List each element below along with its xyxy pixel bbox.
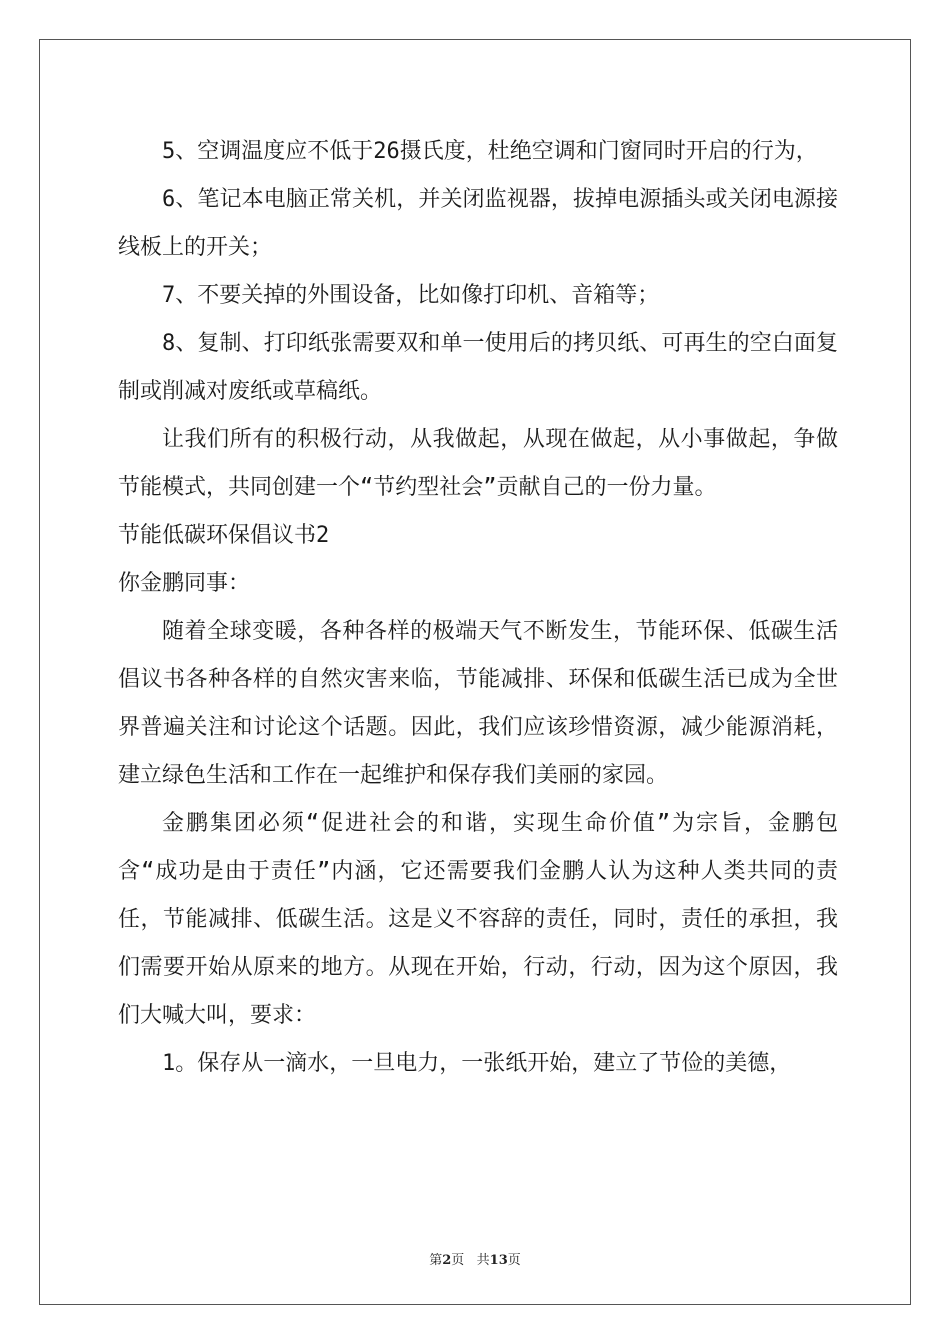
paragraph: 让我们所有的积极行动，从我做起，从现在做起，从小事做起，争做节能模式，共同创建一个“节约型社会”贡献自己的一份力量。 xyxy=(118,427,838,500)
paragraph: 8、复制、打印纸张需要双和单一使用后的拷贝纸、可再生的空白面复制或削减对废纸或草稿纸。 xyxy=(118,331,838,404)
paragraph: 6、笔记本电脑正常关机，并关闭监视器，拔掉电源插头或关闭电源接线板上的开关； xyxy=(118,187,838,260)
paragraph: 5、空调温度应不低于26摄氏度，杜绝空调和门窗同时开启的行为， xyxy=(162,139,818,164)
paragraph: 金鹏集团必须“促进社会的和谐，实现生命价值”为宗旨，金鹏包含“成功是由于责任”内涵，它还需要我们金鹏人认为这种人类共同的责任，节能减排、低碳生活。这是义不容辞的责任，同时，责任的承担，我们需要开始从原来的地方。从现在开始，行动，行动，因为这个原因，我们大喊大叫，要求： xyxy=(118,811,838,1028)
footer-page-number: 2 xyxy=(442,1253,452,1268)
page-footer xyxy=(0,1249,950,1268)
paragraph: 1。保存从一滴水，一旦电力，一张纸开始，建立了节俭的美德， xyxy=(162,1051,792,1076)
paragraph: 随着全球变暖，各种各样的极端天气不断发生，节能环保、低碳生活倡议书各种各样的自然灾害来临，节能减排、环保和低碳生活已成为全世界普遍关注和讨论这个话题。因此，我们应该珍惜资源，减少能源消耗，建立绿色生活和工作在一起维护和保存我们美丽的家园。 xyxy=(118,619,838,788)
document-body xyxy=(118,128,838,1088)
salutation: 你金鹏同事： xyxy=(118,571,251,596)
paragraph: 7、不要关掉的外围设备，比如像打印机、音箱等； xyxy=(162,283,660,308)
footer-mid: 页 共 xyxy=(451,1253,490,1268)
footer-prefix: 第 xyxy=(429,1253,443,1268)
footer-total-pages: 13 xyxy=(489,1253,508,1268)
section-heading: 节能低碳环保倡议书2 xyxy=(118,523,330,548)
footer-suffix: 页 xyxy=(507,1253,521,1268)
